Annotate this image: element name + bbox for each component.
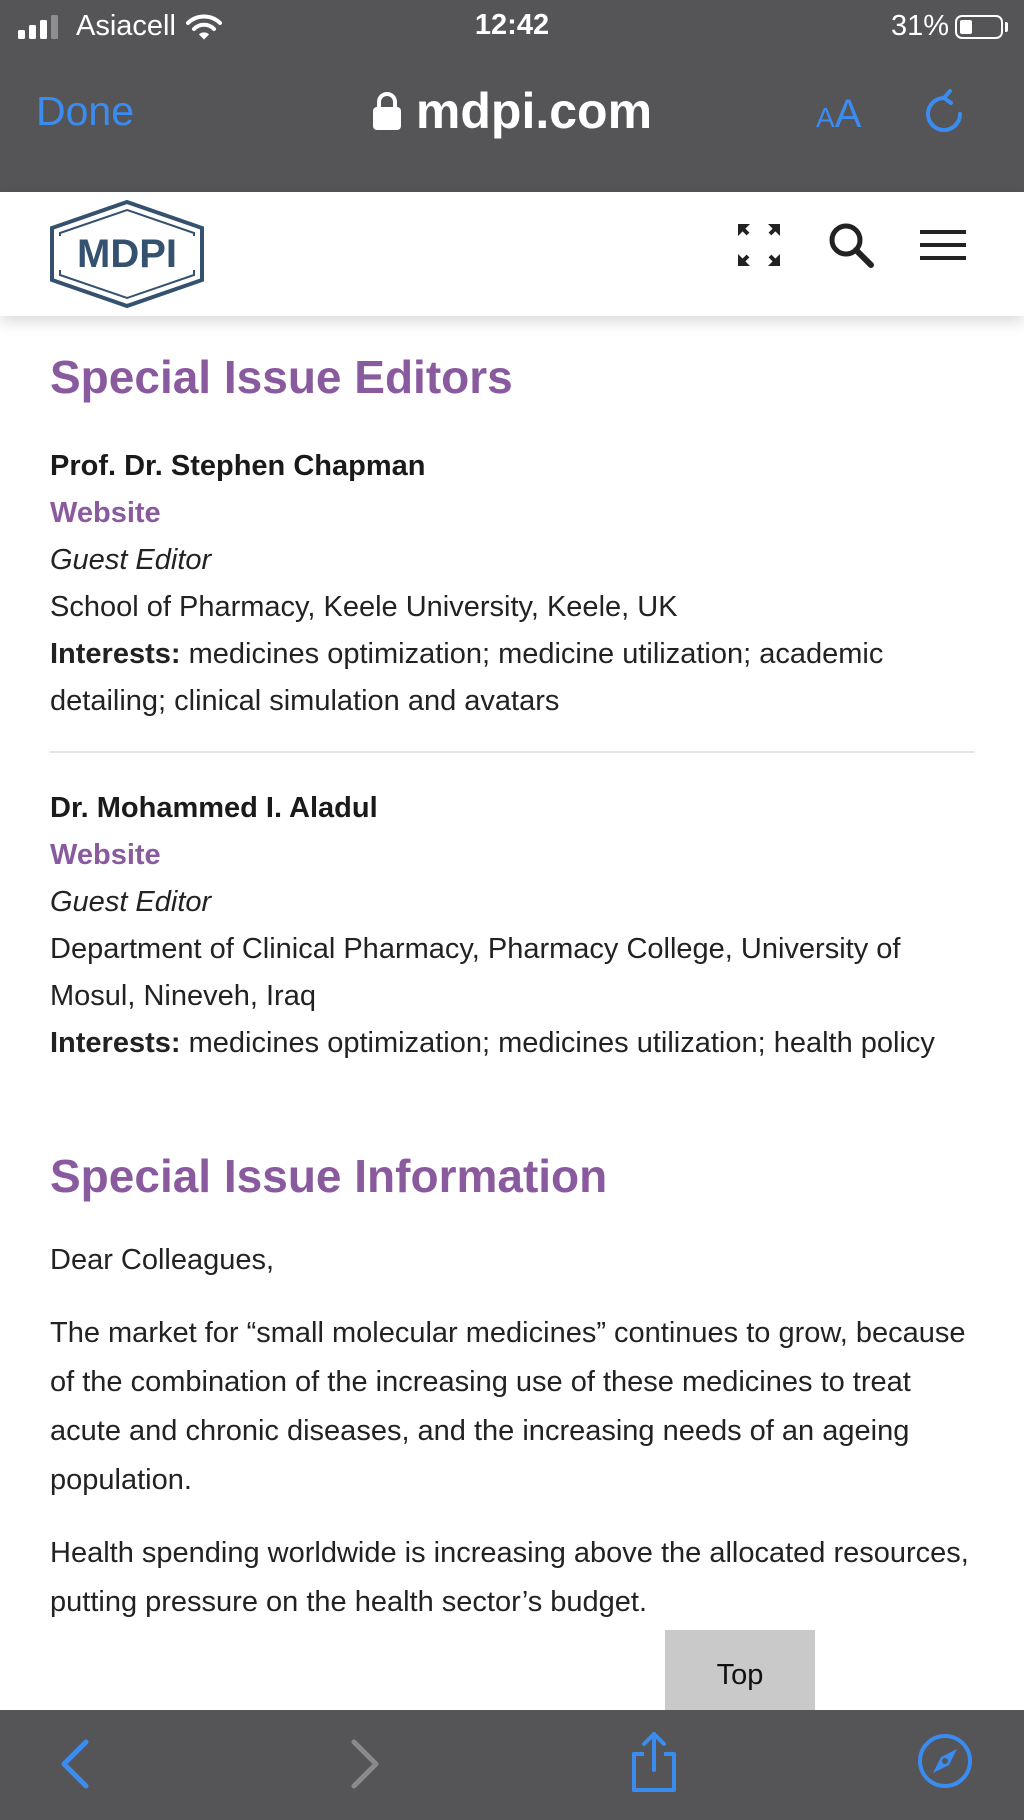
editor-name: Dr. Mohammed I. Aladul: [50, 792, 378, 825]
editor-affiliation: School of Pharmacy, Keele University, Keele, UK: [50, 591, 678, 624]
mdpi-logo-graphic: [44, 198, 210, 310]
reload-icon[interactable]: [922, 88, 966, 138]
lock-icon: [372, 91, 402, 131]
greeting-text: Dear Colleagues,: [50, 1244, 275, 1277]
body-paragraph: The market for “small molecular medicines” continues to grow, because of the combination of the increasing use of these medicines to treat acute and chronic diseases, and the increasing needs of an ageing population.: [50, 1317, 966, 1497]
editor-affiliation: Department of Clinical Pharmacy, Pharmacy College, University of Mosul, Nineveh, Iraq: [50, 933, 901, 1013]
interests-text: medicines optimization; medicine utilization; academic detailing; clinical simulation and avatars: [50, 638, 884, 718]
status-clock: 12:42: [474, 9, 550, 41]
editor-interests: [50, 1020, 974, 1067]
editor-website-link[interactable]: Website: [50, 839, 161, 872]
text-size-large-label: A: [834, 92, 862, 136]
site-header: [0, 192, 1024, 316]
browser-top-chrome: [0, 0, 1024, 192]
status-right: [891, 10, 1008, 43]
mdpi-logo[interactable]: [44, 198, 210, 315]
url-text: mdpi.com: [415, 83, 653, 139]
scroll-top-button[interactable]: Top: [665, 1630, 815, 1712]
search-icon[interactable]: [826, 220, 876, 270]
text-size-button[interactable]: [816, 92, 861, 137]
editor-role: Guest Editor: [50, 886, 212, 919]
interests-text: medicines optimization; medicines utilization; health policy: [188, 1027, 935, 1060]
editor-website-link[interactable]: Website: [50, 497, 161, 530]
editor-interests: [50, 631, 974, 725]
address-bar[interactable]: [0, 82, 1024, 140]
editors-section-title: Special Issue Editors: [50, 351, 513, 403]
status-bar: [0, 0, 1024, 52]
page-content: [50, 316, 974, 1627]
battery-icon: [955, 15, 1003, 39]
battery-level-fill: [960, 20, 972, 34]
editor-card: [50, 443, 974, 725]
forward-icon[interactable]: [344, 1738, 384, 1790]
browser-bottom-toolbar: [0, 1710, 1024, 1820]
menu-icon[interactable]: [918, 220, 968, 270]
battery-percent: 31%: [890, 10, 949, 42]
info-section-title: Special Issue Information: [50, 1150, 608, 1203]
editor-role: Guest Editor: [50, 544, 212, 577]
carrier-name: Asiacell: [76, 10, 176, 42]
back-icon[interactable]: [56, 1738, 96, 1790]
interests-label: Interests:: [50, 1027, 181, 1060]
share-icon[interactable]: [626, 1730, 682, 1794]
battery-nub: [1005, 22, 1008, 32]
text-size-small-label: A: [816, 102, 835, 133]
logo-text: MDPI: [77, 232, 177, 276]
interests-label: Interests:: [50, 638, 181, 671]
body-paragraph: Health spending worldwide is increasing above the allocated resources, putting pressure on the health sector’s budget.: [50, 1537, 969, 1619]
browser-nav-row: [0, 70, 1024, 160]
editor-name: Prof. Dr. Stephen Chapman: [50, 450, 426, 483]
editor-divider: [50, 751, 974, 753]
editor-card: [50, 785, 974, 1067]
done-button[interactable]: Done: [36, 88, 135, 134]
fullscreen-icon[interactable]: [734, 220, 784, 270]
compass-icon[interactable]: [916, 1732, 974, 1790]
